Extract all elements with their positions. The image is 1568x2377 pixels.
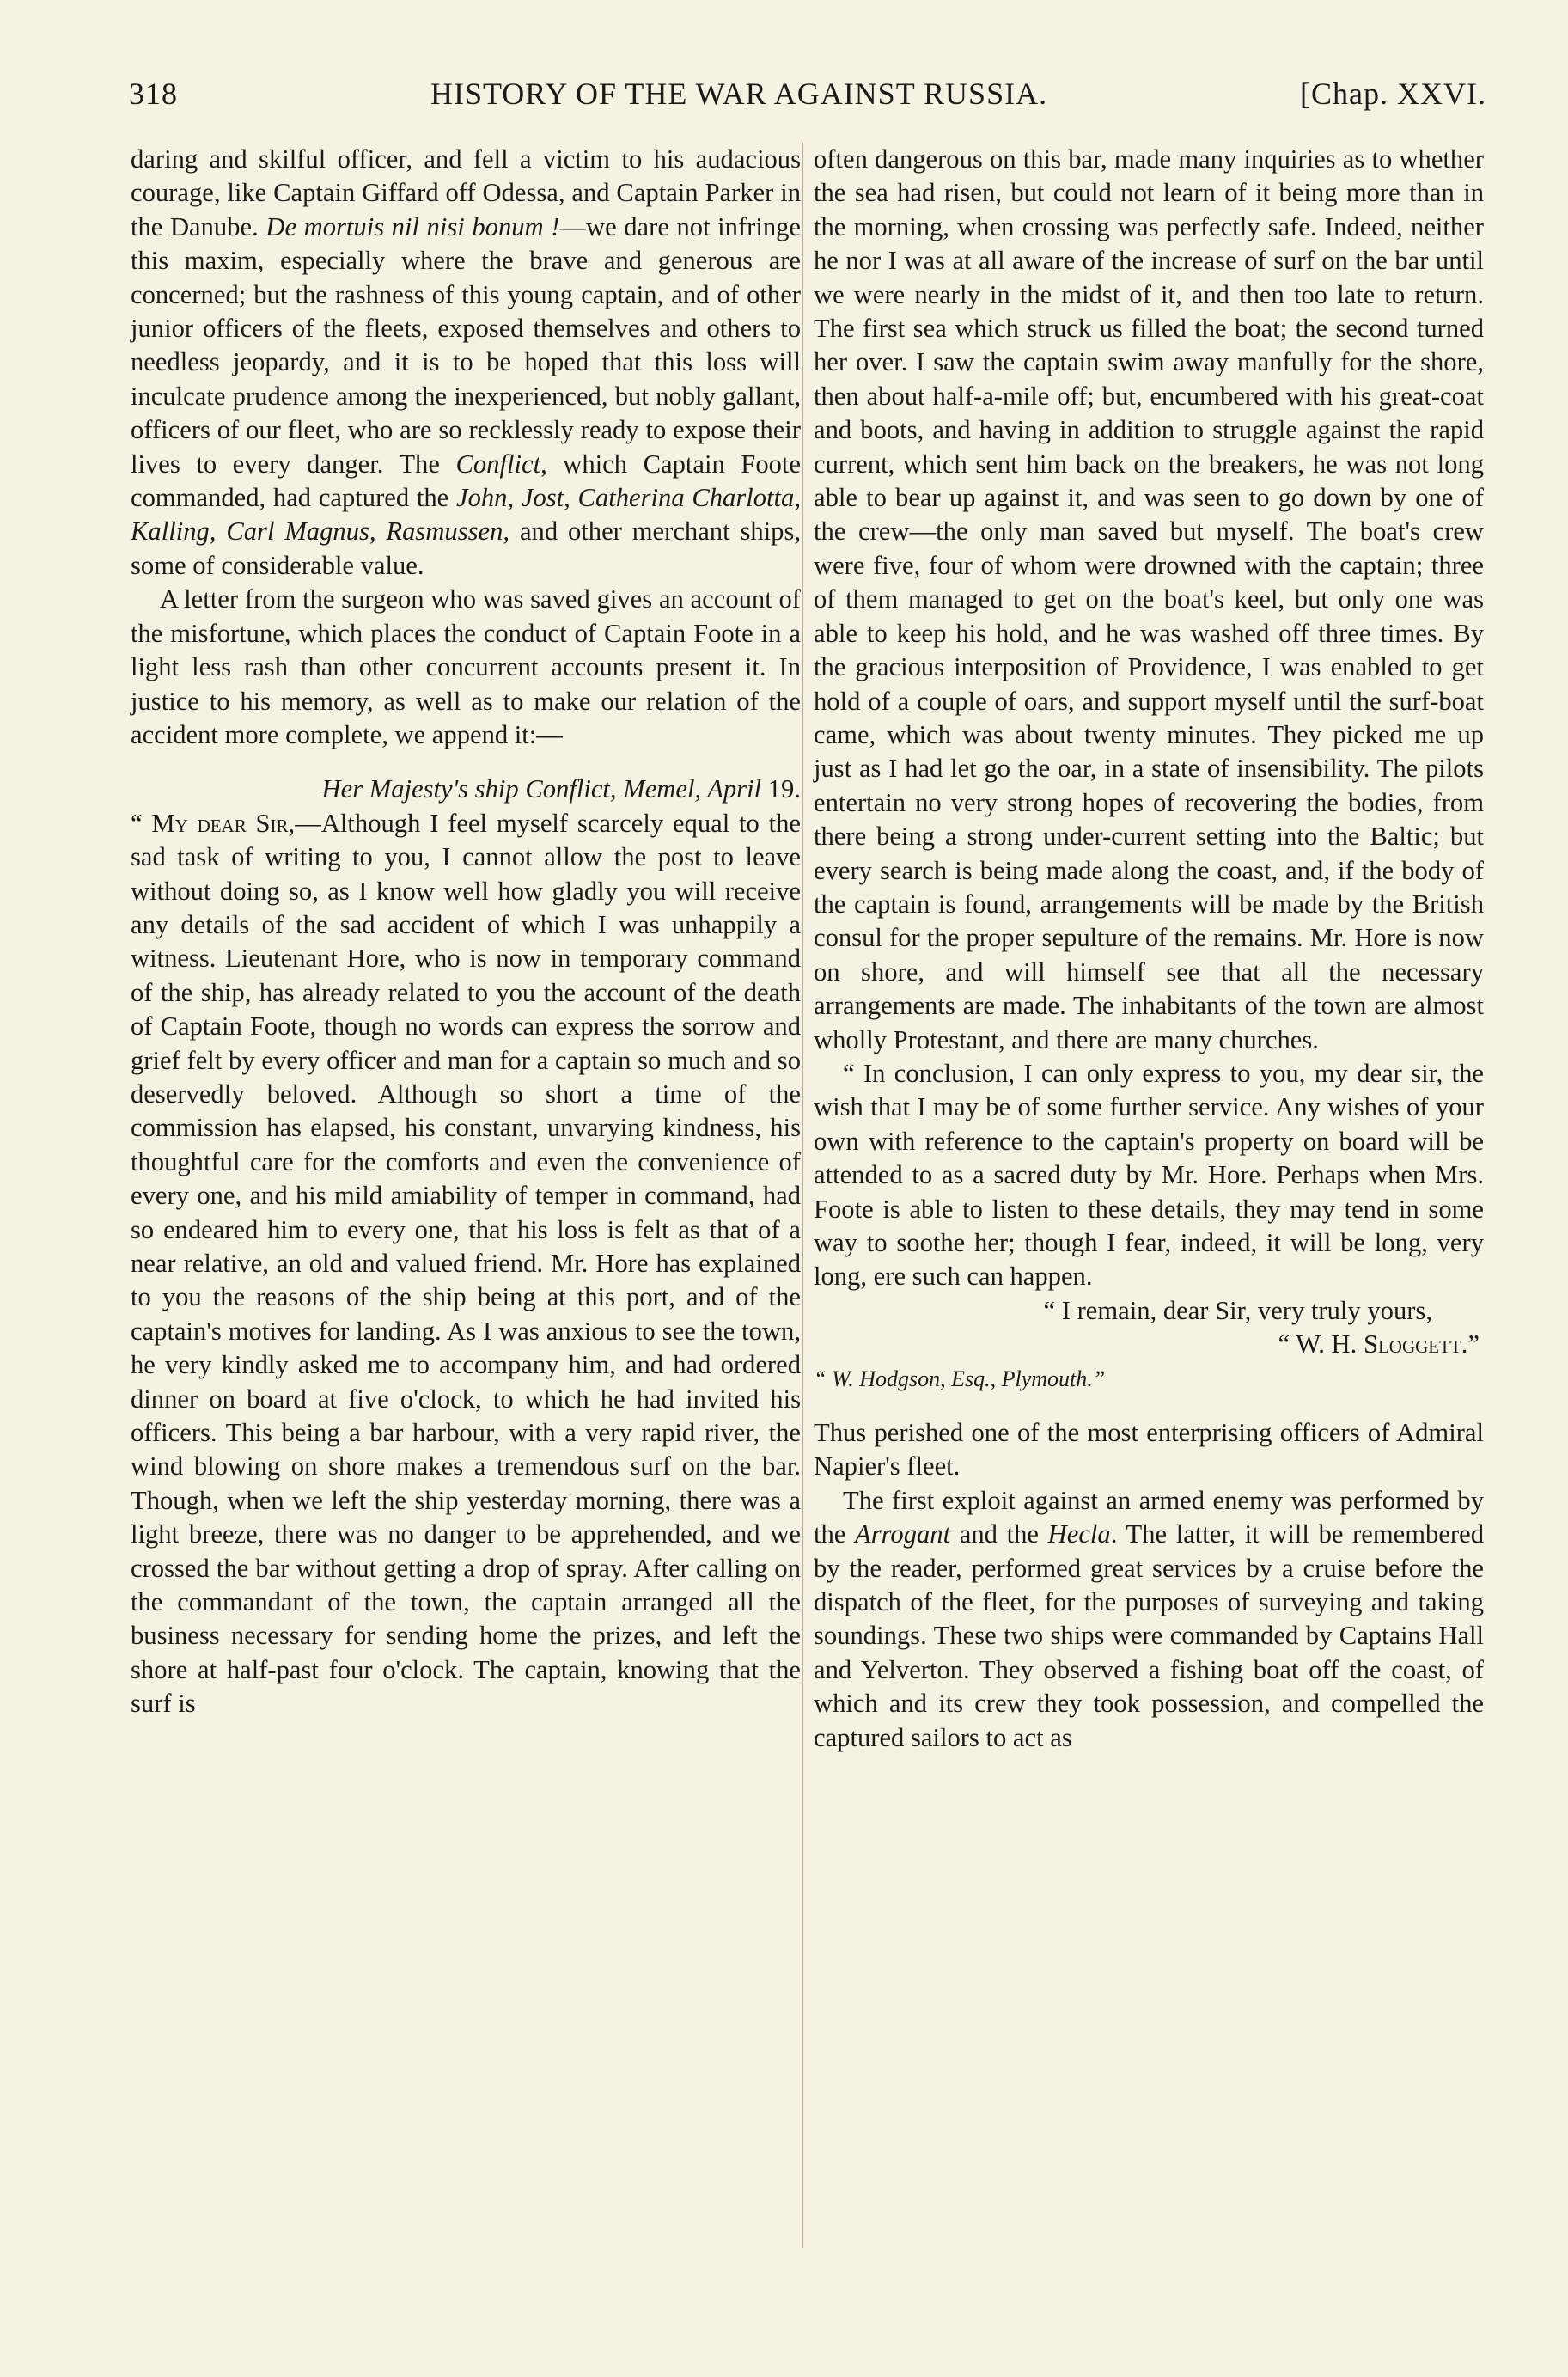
chapter-label: [Chap. XXVI. (1300, 76, 1486, 111)
right-paragraph-3: Thus perished one of the most enterprising officers of Admiral Napier's fleet. (814, 1418, 1484, 1482)
right-paragraph-4: The first exploit against an armed enemy was performed by the Arrogant and the Hecla. The latter, it will be remembered by the reader, performed great services by a cruise before the dispatch of the fleet, for the purposes of surveying and taking soundings. These two ships were commanded by Captains Hall and Yelverton. They observed a fishing boat off the coast, of which and its crew they took possession, and compelled the captured sailors to act as (814, 1485, 1484, 1752)
ship-name-hecla: Hecla (1047, 1519, 1111, 1549)
left-paragraph-2: A letter from the surgeon who was saved gives an account of the misfortune, which places the conduct of Captain Foote in a light less rash than other concurrent accounts present it. In justice to his memory, as well as to make our relation of the accident more complete, we append it:— (131, 584, 801, 749)
captured-ship-names: John, Jost, Catherina Charlotta, Kalling, Carl Magnus, Rasmussen, (131, 483, 801, 547)
column-divider (802, 143, 803, 2248)
right-paragraph-1: often dangerous on this bar, made many inquiries as to whether the sea had risen, but could not learn of it being more than in the morning, when crossing was perfectly safe. Indeed, neither he nor I was at all aware of the increase of surf on the bar until we were nearly in the midst of it, and then too late to return. The first sea which struck us filled the boat; the second turned her over. I saw the captain swim away manfully for the shore, then about half-a-mile off; but, encumbered with his great-coat and boots, and having in addition to struggle against the rapid current, which sent him back on the breakers, he was not long able to bear up against it, and was seen to go down by one of the crew—the only man saved but myself. The boat's crew were five, four of whom were drowned with the captain; three of them managed to get on the boat's keel, but only one was able to keep his hold, and he was washed off three times. By the gracious interposition of Providence, I was enabled to get hold of a couple of oars, and support myself until the surf-boat came, which was about twenty minutes. They picked me up just as I had let go the oar, in a state of insensibility. The pilots entertain no very strong hopes of recovering the bodies, from there being a strong under-current setting into the Baltic; but every search is being made along the coast, and, if the body of the captain is found, arrangements will be made by the British consul for the proper sepulture of the remains. Mr. Hore is now on shore, and will himself see that all the necessary arrangements are made. The inhabitants of the town are almost wholly Protestant, and there are many churches. (814, 144, 1484, 1054)
letter-closing: “ I remain, dear Sir, very truly yours, (1043, 1295, 1432, 1325)
right-column (814, 143, 1484, 1755)
latin-maxim: De mortuis nil nisi bonum ! (265, 211, 560, 241)
letter-salutation: “ My dear Sir, (131, 808, 296, 838)
letter-body-start: “ My dear Sir,—Although I feel myself scarcely equal to the sad task of writing to you, I cannot allow the post to leave without doing so, as I know well how gladly you will receive any details of the sad accident of which I was unhappily a witness. Lieutenant Hore, who is now in temporary command of the ship, has already related to you the account of the death of Captain Foote, though no words can express the sorrow and grief felt by every officer and man for a captain so much and so deservedly beloved. Although so short a time of the commission has elapsed, his constant, unvarying kindness, his thoughtful care for the comforts and even the convenience of every one, and his mild amiability of temper in command, had so endeared him to every one, that his loss is felt as that of a near relative, an old and valued friend. Mr. Hore has explained to you the reasons of the ship being at this port, and of the captain's motives for landing. As I was anxious to see the town, he very kindly asked me to accompany him, and had ordered dinner on board at five o'clock, to which he had invited his officers. This being a bar harbour, with a very rapid river, the wind blowing on shore makes a tremendous surf on the bar. Though, when we left the ship yesterday morning, there was a light breeze, there was no danger to be apprehended, and we crossed the bar without getting a drop of spray. After calling on the commandant of the town, the captain arranged all the business necessary for sending home the prizes, and left the shore at half-past four o'clock. The captain, knowing that the surf is (131, 808, 801, 1719)
running-title: HISTORY OF THE WAR AGAINST RUSSIA. (430, 76, 1048, 111)
ship-name-conflict: Conflict (455, 449, 541, 479)
page-number: 318 (129, 76, 178, 111)
letter-signature: “ W. H. Sloggett.” (1278, 1329, 1480, 1360)
letter-addressee: “ W. Hodgson, Esq., Plymouth.” (814, 1366, 1106, 1391)
letter-dateline: Her Majesty's ship Conflict, Memel, April 19. (321, 774, 801, 804)
running-header (129, 76, 1486, 112)
right-paragraph-2: “ In conclusion, I can only express to you, my dear sir, the wish that I may be of some further service. Any wishes of your own with reference to the captain's property on board will be attended to as a sacred duty by Mr. Hore. Perhaps when Mrs. Foote is able to listen to these details, they may tend in some way to soothe her; though I fear, indeed, it will be long, very long, ere such can happen. (814, 1058, 1484, 1292)
left-column (131, 143, 801, 1721)
left-paragraph-1: daring and skilful officer, and fell a victim to his audacious courage, like Captain Giffard off Odessa, and Captain Parker in the Danube. De mortuis nil nisi bonum !—we dare not infringe this maxim, especially where the brave and generous are concerned; but the rashness of this young captain, and of other junior officers of the fleets, exposed themselves and others to needless jeopardy, and it is to be hoped that this loss will inculcate prudence among the inexperienced, but nobly gallant, officers of our fleet, who are so recklessly ready to expose their lives to every danger. The Conflict, which Captain Foote commanded, had captured the John, Jost, Catherina Charlotta, Kalling, Carl Magnus, Rasmussen, and other merchant ships, some of considerable value. (131, 144, 802, 580)
ship-name-arrogant: Arrogant (855, 1519, 951, 1549)
